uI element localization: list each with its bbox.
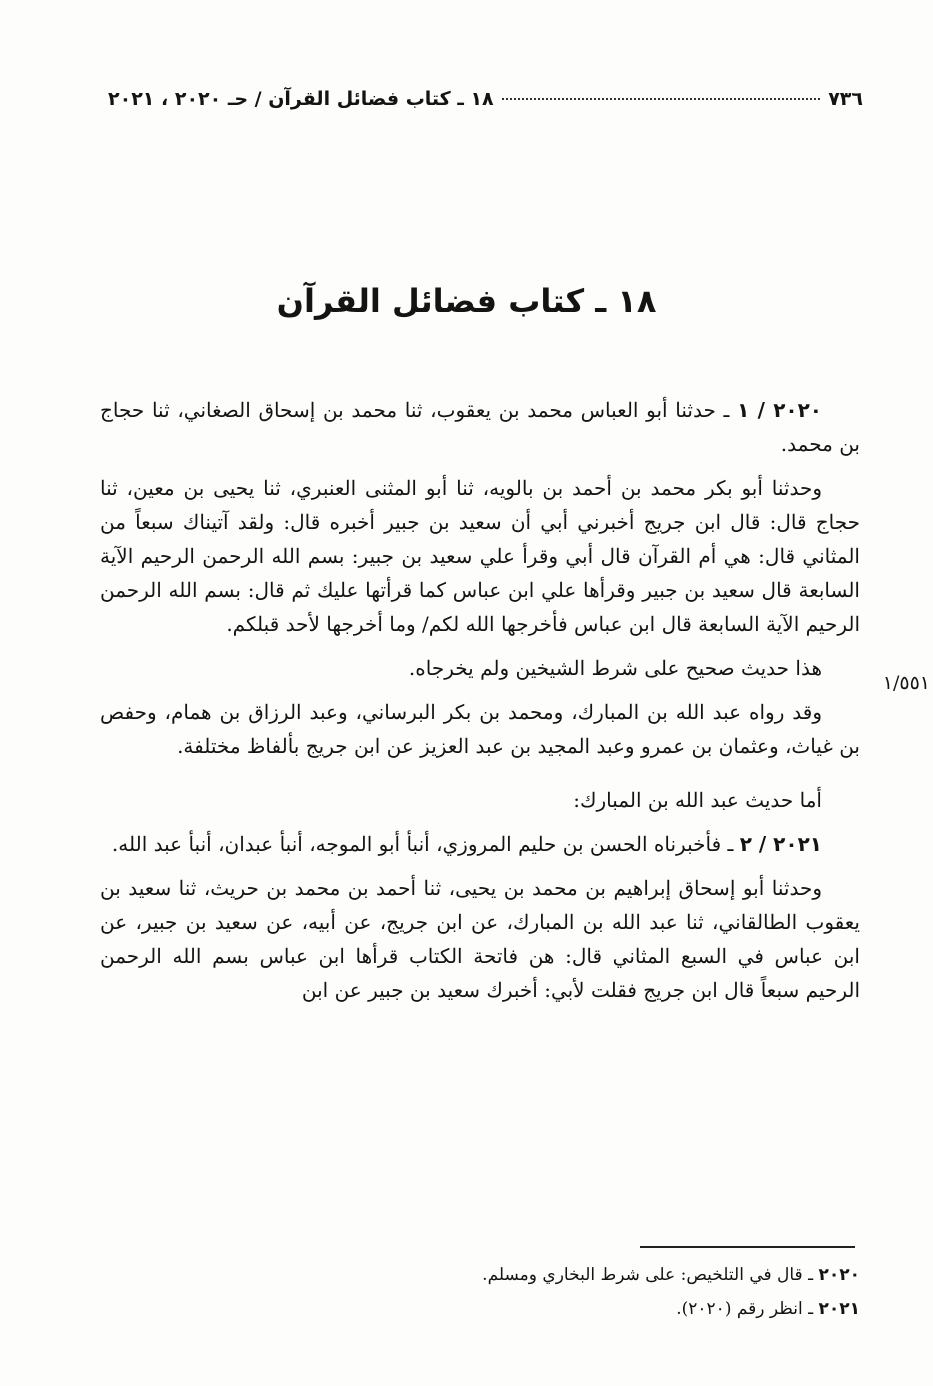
footnote-divider	[640, 1246, 855, 1248]
footnote-text: ـ انظر رقم (٢٠٢٠).	[676, 1299, 814, 1319]
footnote-text: ـ قال في التلخيص: على شرط البخاري ومسلم.	[482, 1265, 814, 1285]
paragraph-hadith-2020	[100, 393, 860, 461]
paragraph-isnad-2	[100, 871, 860, 1007]
footnote-number: ٢٠٢٠	[818, 1265, 860, 1285]
page-number: ٧٣٦	[828, 88, 863, 110]
running-header	[108, 88, 863, 110]
paragraph-text: وحدثنا أبو بكر محمد بن أحمد بن بالويه، ثنا أبو المثنى العنبري، ثنا يحيى بن معين، ثنا حجاج قال: قال ابن جريج أخبرني أبي أن سعيد بن جبير أخبره قال: ولقد آتيناك سبعاً من المثاني قال: هي أم القرآن قال أبي وقرأ علي سعيد بن جبير: بسم الله الرحمن الرحيم الآية السابعة قال سعيد بن جبير وقرأها علي ابن عباس كما قرأتها عليك ثم قال: بسم الله الرحمن الرحيم الآية السابعة قال ابن عباس فأخرجها الله لكم/ وما أخرجها لأحد قبلكم.	[100, 476, 860, 636]
footnotes	[100, 1258, 860, 1326]
paragraph-grading	[100, 651, 860, 685]
footnote	[100, 1258, 860, 1292]
leader-dots	[502, 97, 821, 100]
paragraph-text: وحدثنا أبو إسحاق إبراهيم بن محمد بن يحيى، ثنا أحمد بن محمد بن حريث، ثنا سعيد بن يعقوب الطالقاني، ثنا عبد الله بن المبارك، عن ابن جريج، عن أبيه، عن سعيد بن جبير، عن ابن عباس في السبع المثاني قال: هن فاتحة الكتاب قرأها ابن عباس بسم الله الرحمن الرحيم سبعاً قال ابن جريج فقلت لأبي: أخبرك سعيد بن جبير عن ابن	[100, 876, 860, 1002]
margin-reference: ١/٥٥١	[882, 672, 930, 694]
body-text	[100, 393, 860, 1017]
footnote	[100, 1292, 860, 1326]
paragraph-isnad	[100, 471, 860, 641]
chapter-title: ١٨ ـ كتاب فضائل القرآن	[276, 282, 657, 320]
paragraph-text: هذا حديث صحيح على شرط الشيخين ولم يخرجاه.	[408, 656, 822, 680]
paragraph-text: أما حديث عبد الله بن المبارك:	[573, 788, 822, 812]
paragraph-ibn-mubarak	[100, 783, 860, 817]
paragraph-text: وقد رواه عبد الله بن المبارك، ومحمد بن بكر البرساني، وعبد الرزاق بن همام، وحفص بن غياث، وعثمان بن عمرو وعبد المجيد بن عبد العزيز عن ابن جريج بألفاظ مختلفة.	[100, 700, 860, 758]
hadith-number: ٢٠٢١ / ٢	[739, 832, 822, 856]
paragraph-hadith-2021	[100, 827, 860, 861]
running-title: ١٨ ـ كتاب فضائل القرآن / حـ ٢٠٢٠ ، ٢٠٢١	[108, 88, 494, 110]
paragraph-text: ـ فأخبرناه الحسن بن حليم المروزي، أنبأ أبو الموجه، أنبأ عبدان، أنبأ عبد الله.	[111, 832, 734, 856]
paragraph-narrators	[100, 695, 860, 763]
footnote-number: ٢٠٢١	[818, 1299, 860, 1319]
hadith-number: ٢٠٢٠ / ١	[737, 398, 823, 422]
paragraph-text: ـ حدثنا أبو العباس محمد بن يعقوب، ثنا محمد بن إسحاق الصغاني، ثنا حجاج بن محمد.	[100, 398, 860, 456]
